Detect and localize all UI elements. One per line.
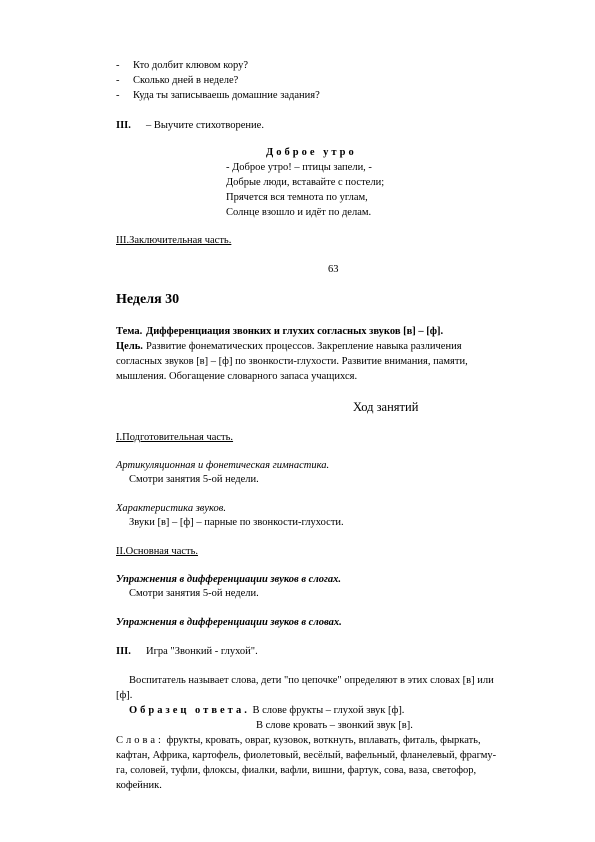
bullet-dash: - xyxy=(116,60,120,71)
list-item xyxy=(116,58,248,73)
sample-label: Образец ответа. xyxy=(129,705,250,716)
section-final: III.Заключительная часть. xyxy=(116,235,232,246)
task-memorize xyxy=(116,118,264,133)
bullet-dash: - xyxy=(116,75,120,86)
words-line: га, соловей, туфли, флоксы, фиалки, вафли, вишни, фартук, сова, ваза, светофор, xyxy=(116,765,477,776)
theme-label: Тема. xyxy=(116,326,143,337)
words-text: фрукты, кровать, овраг, кузовок, воткнуть, вплавать, фиталь, фыркать, xyxy=(166,735,481,746)
goal-text: Развитие фонематических процессов. Закрепление навыка различения xyxy=(146,341,462,352)
ex-syllables-text: Смотри занятия 5-ой недели. xyxy=(129,588,259,599)
question-text: Кто долбит клювом кору? xyxy=(133,60,249,71)
poem-title: Доброе утро xyxy=(266,147,357,158)
goal-line: согласных звуков [в] – [ф] по звонкости-глухости. Развитие внимания, памяти, xyxy=(116,356,468,367)
theme-text: Дифференциация звонких и глухих согласных звуков [в] – [ф]. xyxy=(146,326,444,337)
page-number: 63 xyxy=(328,264,339,275)
poem-line: - Доброе утро! – птицы запели, - xyxy=(226,162,372,173)
words-line xyxy=(116,733,481,748)
words-label: Слова: xyxy=(116,735,164,746)
game-label: III. xyxy=(116,646,131,657)
poem-line: Прячется вся темнота по углам, xyxy=(226,192,368,203)
characteristic-text: Звуки [в] – [ф] – парные по звонкости-глухости. xyxy=(129,517,344,528)
bullet-dash: - xyxy=(116,90,120,101)
instruction-line: [ф]. xyxy=(116,690,133,701)
words-line: кофейник. xyxy=(116,780,162,791)
task-text: – Выучите стихотворение. xyxy=(146,120,264,131)
course-heading: Ход занятий xyxy=(353,400,419,414)
ex-syllables-title: Упражнения в дифференциации звуков в слогах. xyxy=(116,574,341,585)
list-item xyxy=(116,73,238,88)
poem-line: Добрые люди, вставайте с постели; xyxy=(226,177,385,188)
poem-line: Солнце взошло и идёт по делам. xyxy=(226,207,372,218)
ex-words-title: Упражнения в дифференциации звуков в словах. xyxy=(116,617,342,628)
section-prep: I.Подготовительная часть. xyxy=(116,432,234,443)
game-line xyxy=(116,644,258,659)
theme-line xyxy=(116,324,443,339)
sample-answer-1: В слове фрукты – глухой звук [ф]. xyxy=(252,705,405,716)
artic-text: Смотри занятия 5-ой недели. xyxy=(129,474,259,485)
section-main: II.Основная часть. xyxy=(116,546,199,557)
goal-line xyxy=(116,339,462,354)
list-item xyxy=(116,88,320,103)
sample-line xyxy=(129,703,404,718)
question-text: Сколько дней в неделе? xyxy=(133,75,239,86)
instruction-line: Воспитатель называет слова, дети "по цепочке" определяют в этих словах [в] или xyxy=(129,675,494,686)
week-heading: Неделя 30 xyxy=(116,292,180,307)
artic-title: Артикуляционная и фонетическая гимнастика. xyxy=(116,460,330,471)
goal-line: мышления. Обогащение словарного запаса учащихся. xyxy=(116,371,358,382)
task-label: III. xyxy=(116,120,131,131)
sample-answer-2: В слове кровать – звонкий звук [в]. xyxy=(256,720,413,731)
goal-label: Цель. xyxy=(116,341,143,352)
words-line: кафтан, Африка, картофель, фиолетовый, весёлый, вафельный, фланелевый, фрагму- xyxy=(116,750,497,761)
question-text: Куда ты записываешь домашние задания? xyxy=(133,90,320,101)
game-text: Игра "Звонкий - глухой". xyxy=(146,646,258,657)
characteristic-title: Характеристика звуков. xyxy=(116,503,226,514)
